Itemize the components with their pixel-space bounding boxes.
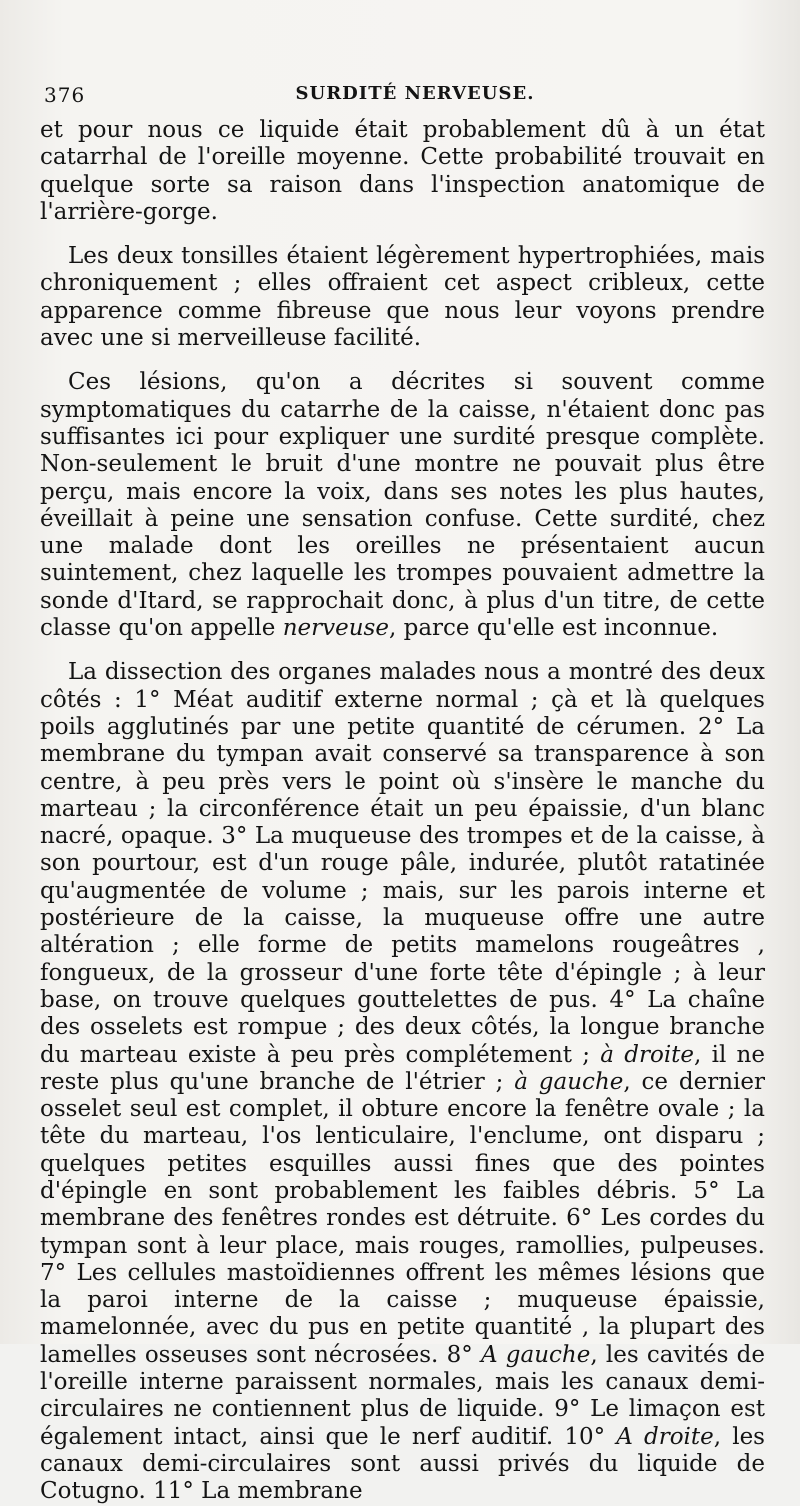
text-run: et pour nous ce liquide était probablement dû à un état catarrhal de l'oreille moyenne. Cette probabilité trouvait en quelque sorte sa raison dans l'inspection anatomique de l'arrière-gorge. bbox=[40, 117, 765, 225]
text-run: , les cavités de l'oreille interne paraissent normales, mais les canaux demi-circulaires ne contiennent plus de liquide. 9° Le limaçon est également intact, ainsi que le nerf auditif. 10° bbox=[40, 1341, 765, 1450]
text-run: , il ne reste plus qu'une branche de l'étrier ; bbox=[40, 1041, 765, 1095]
paragraph bbox=[40, 369, 765, 642]
body-text bbox=[40, 117, 765, 1506]
paragraph bbox=[40, 117, 765, 226]
running-title: SURDITÉ NERVEUSE. bbox=[295, 83, 535, 104]
paragraph bbox=[40, 243, 765, 352]
text-run: Ces lésions, qu'on a décrites si souvent comme symptomatiques du catarrhe de la caisse, n'étaient donc pas suffisantes ici pour expliquer une surdité presque complète. Non-seulement le bruit d'une montre ne pouvait plus être perçu, mais encore la voix, dans ses notes les plus hautes, éveillait à peine une sensation confuse. Cette surdité, chez une malade dont les oreilles ne présentaient aucun suintement, chez laquelle les trompes pouvaient admettre la sonde d'Itard, se rapprochait donc, à plus d'un titre, de cette classe qu'on appelle bbox=[40, 369, 765, 642]
text-run: , ce dernier osselet seul est complet, il obture encore la fenêtre ovale ; la tête du marteau, l'os lenticulaire, l'enclume, ont disparu ; quelques petites esquilles aussi fines que des pointes d'épingle en sont probablement les faibles débris. 5° La membrane des fenêtres rondes est détruite. 6° Les cordes du tympan sont à leur place, mais rouges, ramollies, pulpeuses. 7° Les cellules mastoïdiennes offrent les mêmes lésions que la paroi interne de la caisse ; muqueuse épaissie, mamelonnée, avec du pus en petite quantité , la plupart des lamelles osseuses sont nécrosées. 8° bbox=[40, 1068, 766, 1368]
italic-text: à gauche bbox=[514, 1068, 624, 1095]
italic-text: A droite bbox=[616, 1423, 714, 1450]
page-header bbox=[40, 80, 760, 110]
text-run: , les canaux demi-circulaires sont aussi privés du liquide de Cotugno. 11° La membrane bbox=[40, 1423, 765, 1505]
page-number: 376 bbox=[44, 83, 86, 107]
italic-text: à droite bbox=[600, 1041, 695, 1068]
text-run: La dissection des organes malades nous a montré des deux côtés : 1° Méat auditif externe normal ; çà et là quelques poils agglutinés par une petite quantité de cérumen. 2° La membrane du tympan avait conservé sa transparence à son centre, à peu près vers le point où s'insère le manche du marteau ; la circonférence était un peu épaissie, d'un blanc nacré, opaque. 3° La muqueuse des trompes et de la caisse, à son pourtour, est d'un rouge pâle, indurée, plutôt ratatinée qu'augmentée de volume ; mais, sur les parois interne et postérieure de la caisse, la muqueuse offre une autre altération ; elle forme de petits mamelons rougeâtres , fongueux, de la grosseur d'une forte tête d'épingle ; à leur base, on trouve quelques gouttelettes de pus. 4° La chaîne des osselets est rompue ; des deux côtés, la longue branche du marteau existe à peu près complétement ; bbox=[40, 659, 765, 1068]
paragraph bbox=[40, 659, 765, 1505]
italic-text: A gauche bbox=[480, 1341, 591, 1368]
italic-text: nerveuse bbox=[282, 615, 389, 642]
text-run: Les deux tonsilles étaient légèrement hypertrophiées, mais chroniquement ; elles offraient cet aspect cribleux, cette apparence comme fibreuse que nous leur voyons prendre avec une si merveilleuse facilité. bbox=[40, 243, 765, 352]
text-run: , parce qu'elle est inconnue. bbox=[388, 615, 719, 642]
